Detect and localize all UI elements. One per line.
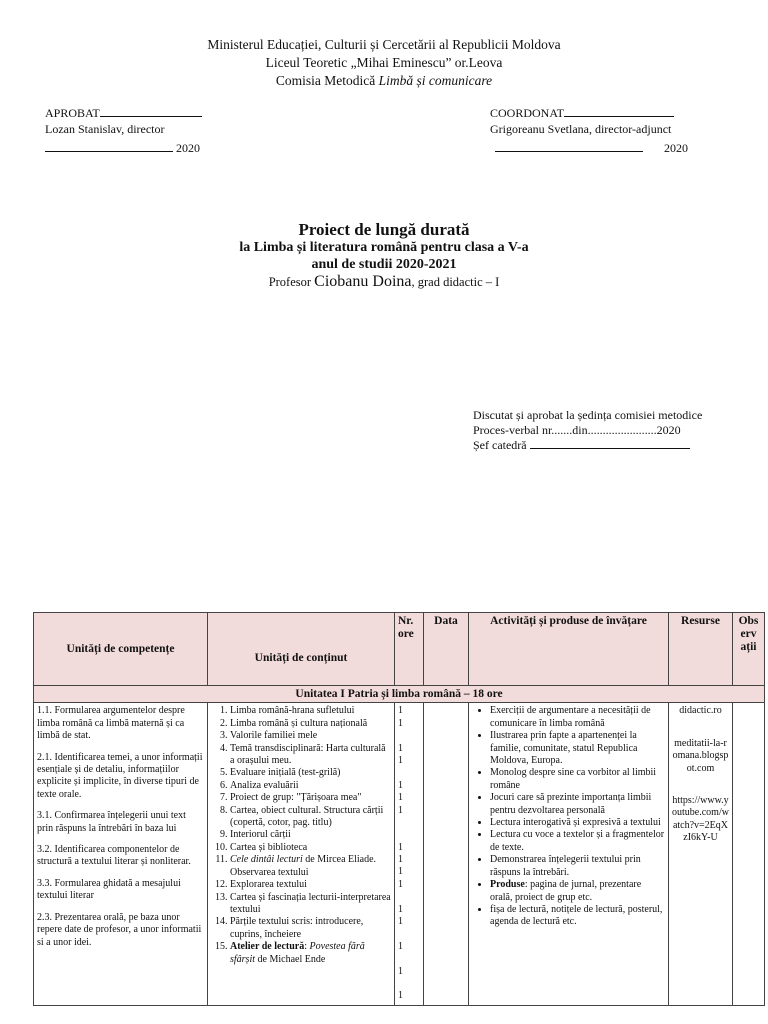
coordinated-name: Grigoreanu Svetlana, director-adjunct — [490, 122, 672, 136]
activity-item: • Lectura interogativă și expresivă a textului — [490, 817, 665, 829]
hours-value: 1 — [398, 841, 403, 853]
content-item: 4. Temă transdisciplinară: Harta culturală a orașului meu. — [230, 743, 391, 768]
content-item: 1. Limba română-hrana sufletului — [230, 705, 391, 717]
coordinated-block — [490, 105, 688, 156]
competence-item: 3.3. Formularea ghidată a mesajului textului literar — [37, 877, 181, 902]
hours-value: 1 — [398, 804, 403, 816]
school-line: Liceul Teoretic „Mihai Eminescu” or.Leova — [265, 55, 503, 70]
content-item: 2. Limba română și cultura națională — [230, 718, 391, 730]
observations-cell — [733, 703, 765, 1005]
resource-link[interactable]: https://www.youtube.com/watch?v=2EqXzI6kY-U — [672, 795, 729, 844]
content-item: 5. Evaluare inițială (test-grilă) — [230, 767, 391, 779]
approved-block — [45, 105, 202, 156]
activity-item: • Monolog despre sine ca vorbitor al limbii române — [490, 767, 665, 792]
hours-value — [398, 730, 420, 742]
approval-note: Discutat și aprobat la ședința comisiei metodice Proces-verbal nr.......din.......................2020 Șef catedră — [473, 408, 703, 452]
competence-item: 2.1. Identificarea temei, a unor informații esențiale și de detaliu, informațiilor explicite și implicite, în diverse tipuri de texte orale. — [37, 751, 203, 800]
hours-value: 1 — [398, 990, 403, 1002]
header-hours: Nr. ore — [395, 613, 424, 686]
approved-label: APROBAT — [45, 106, 100, 120]
hours-value: 1 — [398, 754, 403, 766]
teacher-name: Ciobanu Doina — [314, 273, 412, 290]
resources-cell — [669, 703, 733, 1005]
content-item: 8. Cartea, obiect cultural. Structura cărții (copertă, cotor, pag. titlu) — [230, 805, 391, 830]
plan-table — [33, 612, 765, 1006]
hours-value: 1 — [398, 779, 403, 791]
content-item: 13. Cartea și fascinația lecturii-interpretarea textului — [230, 892, 391, 917]
document-title: Proiect de lungă durată — [298, 220, 470, 239]
approved-name: Lozan Stanislav, director — [45, 122, 165, 136]
content-item: 12. Explorarea textului — [230, 879, 391, 891]
activity-item: • Exerciții de argumentare a necesității de comunicare în limba română — [490, 705, 665, 730]
competence-item: 1.1. Formularea argumentelor despre limba română ca limbă maternă și ca limbă de stat. — [37, 705, 185, 742]
resource-link[interactable]: didactic.ro — [679, 705, 722, 717]
content-item: 10. Cartea și biblioteca — [230, 842, 391, 854]
hours-value: 1 — [398, 705, 403, 717]
hours-value: 1 — [398, 878, 403, 890]
activity-item: • Lectura cu voce a textelor și a fragmentelor de texte. — [490, 829, 665, 854]
hours-value: 1 — [398, 854, 403, 866]
header-observations: Obs erv ații — [733, 613, 765, 686]
header-contents: Unități de conținut — [208, 613, 395, 686]
commission-line: Comisia Metodică Limbă și comunicare — [275, 73, 493, 88]
hours-cell — [395, 703, 424, 1005]
activity-item: • Jocuri care să prezinte importanța limbii pentru dezvoltarea personală — [490, 792, 665, 817]
content-item: 11. Cele dintâi lecturi de Mircea Eliade. Observarea textului — [230, 854, 391, 879]
coordinated-year: 2020 — [664, 141, 688, 155]
content-item: 6. Analiza evaluării — [230, 780, 391, 792]
hours-value — [398, 928, 420, 940]
ministry-line: Ministerul Educației, Culturii și Cercetării al Republicii Moldova — [207, 37, 561, 52]
date-cell — [424, 703, 469, 1005]
hours-value: 1 — [398, 866, 403, 878]
content-item: 14. Părțile textului scris: introducere, cuprins, încheiere — [230, 916, 391, 941]
content-item: 7. Proiect de grup: "Țărișoara mea" — [230, 792, 391, 804]
hours-value: 1 — [398, 903, 403, 915]
hours-value: 1 — [398, 965, 403, 977]
resource-link[interactable]: meditatii-la-romana.blogspot.com — [672, 737, 729, 774]
content-item: 3. Valorile familiei mele — [230, 730, 391, 742]
content-item: 15. Atelier de lectură: Povestea fără sfârșit de Michael Ende — [230, 941, 391, 966]
competence-item: 2.3. Prezentarea orală, pe baza unor repere date de profesor, a unor informatii si a unor idei. — [37, 911, 202, 948]
school-year-line: anul de studii 2020-2021 — [311, 257, 457, 272]
header-activities: Activități și produse de învățare — [469, 613, 669, 686]
hours-value — [398, 891, 420, 903]
hours-value — [398, 767, 420, 779]
activity-item: • Produse: pagina de jurnal, prezentare orală, proiect de grup etc. — [490, 879, 665, 904]
header-competences: Unități de competențe — [34, 613, 208, 686]
hours-value — [398, 953, 420, 965]
content-item: 9. Interiorul cărții — [230, 829, 391, 841]
coordinated-label: COORDONAT — [490, 106, 565, 120]
hours-value — [398, 829, 420, 841]
hours-value: 1 — [398, 742, 403, 754]
unit-title: Unitatea I Patria și limba română – 18 ore — [34, 686, 765, 703]
subject-line: la Limba și literatura română pentru clasa a V-a — [239, 240, 529, 255]
activities-cell — [469, 703, 669, 1005]
contents-cell — [208, 703, 395, 1005]
competence-item: 3.1. Confirmarea înțelegerii unui text prin răspuns la întrebări în baza lui — [37, 810, 186, 834]
teacher-line: Profesor Ciobanu Doina, grad didactic – I — [268, 273, 500, 290]
hours-value: 1 — [398, 916, 403, 928]
activity-item: • Demonstrarea înțelegerii textului prin răspuns la întrebări. — [490, 854, 665, 879]
header-date: Data — [424, 613, 469, 686]
hours-value: 1 — [398, 940, 403, 952]
activity-item: • Ilustrarea prin fapte a apartenenței la familie, comunitate, statul Republica Moldova, Europa. — [490, 730, 665, 767]
approved-year: 2020 — [176, 141, 200, 155]
activity-item: • fișa de lectură, notițele de lectură, posterul, agenda de lectură etc. — [490, 904, 665, 929]
hours-value: 1 — [398, 792, 403, 804]
competences-cell — [34, 703, 208, 1005]
hours-value: 1 — [398, 717, 403, 729]
competence-item: 3.2. Identificarea componentelor de structură a textului literar și nonliterar. — [37, 844, 191, 868]
hours-value — [398, 817, 420, 829]
hours-value — [398, 978, 420, 990]
header-resources: Resurse — [669, 613, 733, 686]
